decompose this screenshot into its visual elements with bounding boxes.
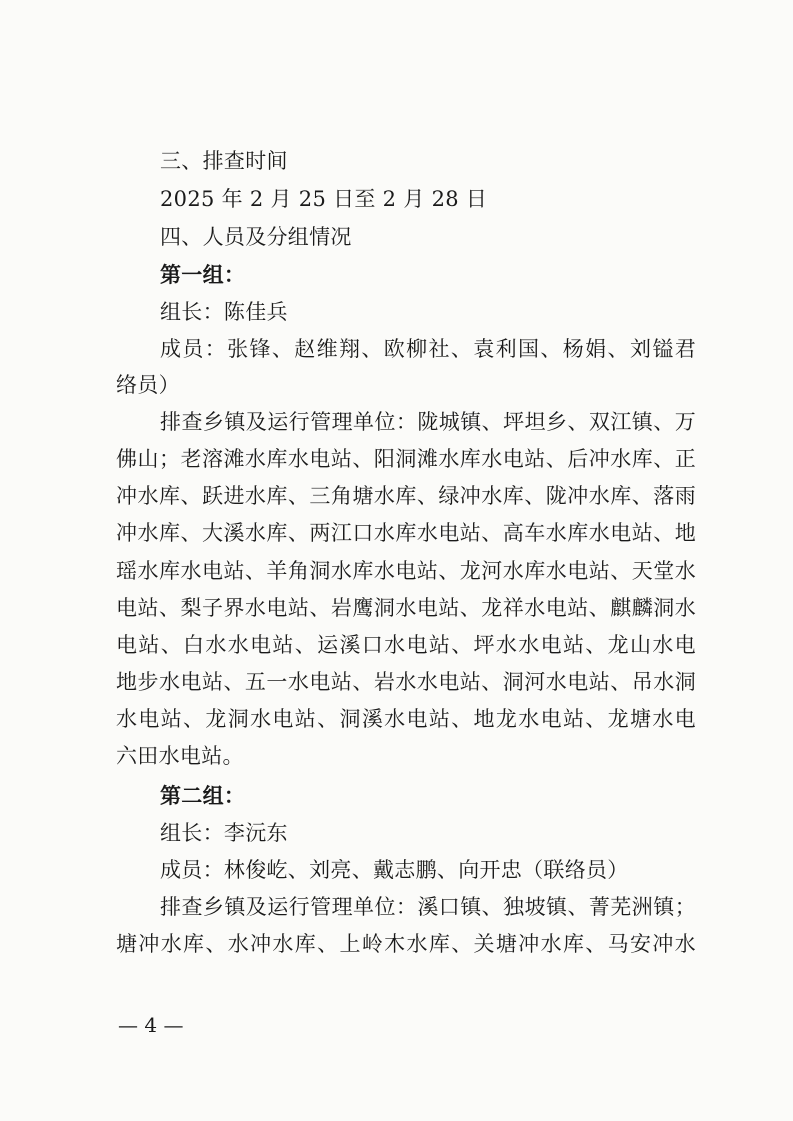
group2-leader: 组长：李沅东 — [160, 821, 288, 845]
section-heading-schedule: 三、排查时间 — [160, 149, 288, 173]
schedule-date: 2025 年 2 月 25 日至 2 月 28 日 — [160, 187, 488, 211]
group1-members-line1: 成员：张锋、赵维翔、欧柳社、袁利国、杨娟、刘镒君 — [160, 337, 696, 361]
section-heading-personnel: 四、人员及分组情况 — [160, 225, 352, 249]
group1-leader: 组长：陈佳兵 — [160, 300, 288, 324]
group1-units-line: 六田水电站。 — [116, 744, 244, 768]
group1-units-line: 电站、白水水电站、运溪口水电站、坪水水电站、龙山水电 — [116, 633, 696, 657]
page-number: — 4 — — [118, 1013, 184, 1037]
group2-units-line1: 排查乡镇及运行管理单位：溪口镇、独坡镇、菁芜洲镇； — [160, 895, 696, 919]
group1-units-line: 冲水库、大溪水库、两江口水库水电站、高车水库水电站、地 — [116, 521, 696, 545]
group1-units-line: 电站、梨子界水电站、岩鹰洞水电站、龙祥水电站、麒麟洞水 — [116, 596, 696, 620]
group1-units-line: 地步水电站、五一水电站、岩水水电站、洞河水电站、吊水洞 — [116, 670, 696, 694]
group2-units-line2: 塘冲水库、水冲水库、上岭木水库、关塘冲水库、马安冲水 — [116, 932, 696, 956]
group1-units-line: 排查乡镇及运行管理单位：陇城镇、坪坦乡、双江镇、万 — [160, 410, 696, 434]
group1-members-line2: 络员） — [116, 373, 180, 397]
group1-units-line: 冲水库、跃进水库、三角塘水库、绿冲水库、陇冲水库、落雨 — [116, 484, 696, 508]
group1-units-line: 水电站、龙洞水电站、洞溪水电站、地龙水电站、龙塘水电 — [116, 707, 696, 731]
group1-title: 第一组： — [160, 262, 246, 287]
group2-members: 成员：林俊屹、刘亮、戴志鹏、向开忠（联络员） — [160, 858, 629, 882]
group1-units-line: 瑶水库水电站、羊角洞水库水电站、龙河水库水电站、天堂水 — [116, 559, 696, 583]
group1-units-line: 佛山；老溶滩水库水电站、阳洞滩水库水电站、后冲水库、正 — [116, 447, 696, 471]
group2-title: 第二组： — [160, 783, 246, 808]
